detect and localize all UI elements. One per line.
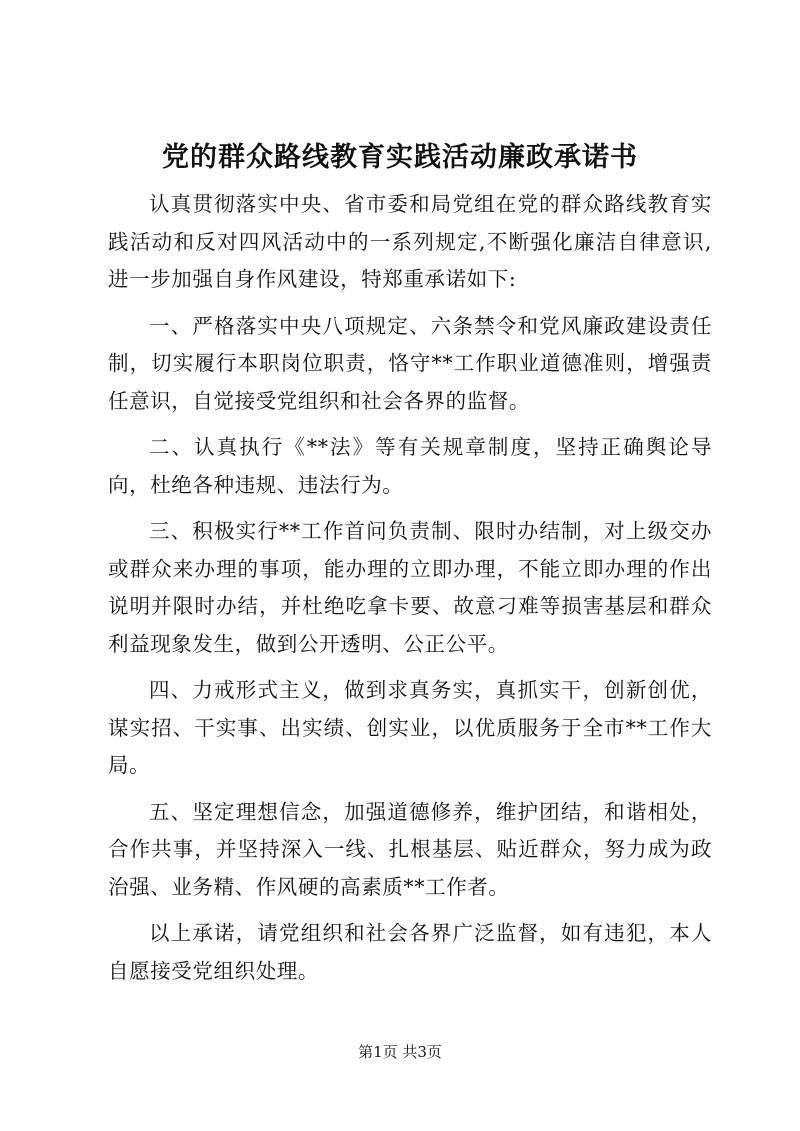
page-indicator: 第1页 共3页 (358, 1043, 442, 1061)
commitment-paragraph-4: 四、力戒形式主义，做到求真务实，真抓实干，创新创优，谋实招、干实事、出实绩、创实业，以优质服务于全市**工作大局。 (108, 678, 712, 777)
closing-paragraph: 以上承诺，请党组织和社会各界广泛监督，如有违犯，本人自愿接受党组织处理。 (108, 921, 712, 983)
document-title: 党的群众路线教育实践活动廉政承诺书 (162, 142, 638, 173)
commitment-paragraph-5: 五、坚定理想信念，加强道德修养，维护团结，和谐相处，合作共事，并坚持深入一线、扎根基层、贴近群众，努力成为政治强、业务精、作风硬的高素质**工作者。 (108, 799, 712, 899)
commitment-paragraph-3: 三、积极实行**工作首问负责制、限时办结制，对上级交办或群众来办理的事项，能办理的立即办理，不能立即办理的作出说明并限时办结，并杜绝吃拿卡要、故意刁难等损害基层和群众利益现象发生，做到公开透明、公正公平。 (108, 519, 712, 656)
document-body (108, 186, 712, 990)
intro-paragraph: 认真贯彻落实中央、省市委和局党组在党的群众路线教育实践活动和反对四风活动中的一系列规定,不断强化廉洁自律意识,进一步加强自身作风建设，特郑重承诺如下: (108, 192, 712, 291)
commitment-paragraph-1: 一、严格落实中央八项规定、六条禁令和党风廉政建设责任制，切实履行本职岗位职责，恪守**工作职业道德准则，增强责任意识，自觉接受党组织和社会各界的监督。 (108, 313, 712, 413)
commitment-paragraph-2: 二、认真执行《**法》等有关规章制度，坚持正确舆论导向，杜绝各种违规、违法行为。 (108, 435, 712, 497)
